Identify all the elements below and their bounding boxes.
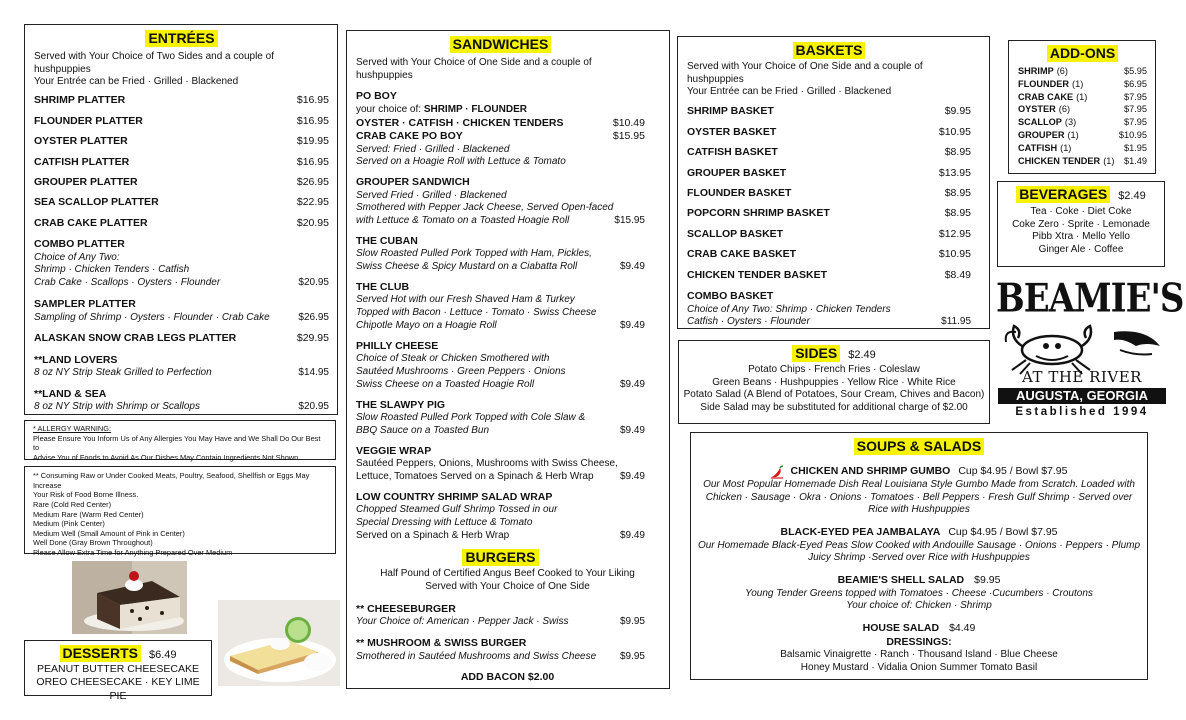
beverages-price: $2.49 [1118,190,1146,202]
entree-price: $16.95 [296,114,329,127]
addon-price: $5.95 [1124,65,1147,76]
poboy-price-1: $10.49 [612,116,645,129]
philly-price: $9.49 [619,378,645,390]
club-desc-1: Served Hot with our Fresh Shaved Ham & Turkey [356,294,575,306]
gumbo-item [697,465,1141,517]
entree-name: SHRIMP PLATTER [34,94,126,107]
entree-sampler-name: SAMPLER PLATTER [34,298,136,311]
sandwiches-intro: Served with Your Choice of One Side and a couple of hushpuppies [356,56,592,81]
slawpy-name: THE SLAWPY PIG [356,398,446,411]
entree-land-lovers-price: $14.95 [298,367,329,379]
basket-combo-desc-1: Choice of Any Two: Shrimp · Chicken Tenders [687,303,891,315]
grouper-desc-2: Smothered with Pepper Jack Cheese, Served Open-faced [356,202,614,214]
poboy-choice-bold: SHRIMP · FLOUNDER [423,103,527,115]
shell-salad-title-line [697,574,1141,587]
sandwiches-header [356,36,645,54]
grouper-desc-1: Served Fried · Grilled · Blackened [356,189,507,201]
entree-land-sea [34,388,329,414]
lowcountry-desc-2: Special Dressing with Lettuce & Tomato [356,516,533,528]
entree-row [34,115,329,128]
entree-alaskan-name: ALASKAN SNOW CRAB LEGS PLATTER [34,332,237,345]
beverages-line-3: Pibb Xtra · Mello Yello [1032,231,1130,243]
logo-city: AUGUSTA, GEORGIA [998,388,1166,404]
poboy-desc-2: Served on a Hoagie Roll with Lettuce & Tomato [356,156,566,168]
cuban-name: THE CUBAN [356,234,418,247]
entree-combo [34,238,329,290]
addon-qty: (6) [1056,65,1068,76]
baskets-intro-1: Served with Your Choice of One Side and a couple of hushpuppies [687,60,923,85]
addon-row [1018,65,1147,78]
mushroom-burger-name: ** MUSHROOM & SWISS BURGER [356,637,527,650]
addon-label [1018,116,1076,129]
poboy-choice [356,104,645,117]
entrees-header [34,30,329,48]
entree-price: $16.95 [296,155,329,168]
poboy-price-2: $15.95 [612,130,645,143]
addons-title: ADD-ONS [1047,45,1118,62]
addons-list [1018,65,1147,168]
basket-row [687,146,971,159]
basket-row [687,269,971,282]
philly-desc-1: Choice of Steak or Chicken Smothered with [356,353,550,365]
entree-combo-desc-3: Crab Cake · Scallops · Oysters · Flounder [34,277,221,289]
sandwiches-section [346,30,670,689]
soups-header [697,438,1141,456]
basket-combo [687,290,971,329]
entree-combo-desc-2: Shrimp · Chicken Tenders · Catfish [34,264,190,276]
addon-name: FLOUNDER [1018,78,1070,89]
shell-salad-item [697,574,1141,613]
beverages-section [997,181,1165,267]
addon-row [1018,142,1147,155]
addon-qty: (1) [1072,78,1084,89]
entree-sampler-price: $26.95 [298,311,329,323]
addon-label [1018,65,1068,78]
jambalaya-item [697,526,1141,565]
sandwich-poboy [356,90,645,169]
consuming-line-8: Please Allow Extra Time for Anything Prepared Over Medium [33,548,233,557]
slawpy-desc-1: Slow Roasted Pulled Pork Topped with Cole Slaw & [356,412,586,424]
consuming-line-6: Medium Well (Small Amount of Pink in Center) [33,528,185,538]
mushroom-burger-price: $9.95 [619,650,645,662]
lowcountry-desc-3: Served on a Spinach & Herb Wrap [356,529,510,541]
entree-sampler-desc: Sampling of Shrimp · Oysters · Flounder · Crab Cake [34,311,270,323]
entree-price: $26.95 [296,175,329,188]
entree-price: $19.95 [296,135,329,148]
veggie-price: $9.49 [619,470,645,482]
sandwich-veggie-wrap [356,445,645,484]
addon-name: SCALLOP [1018,117,1062,128]
poboy-name: PO BOY [356,90,397,103]
gumbo-desc-2: Chicken · Sausage · Okra · Onions · Tomatoes · Bell Peppers · Fresh Gulf Shrimp · Served over [705,491,1133,503]
logo-est: Established 1994 [1015,406,1149,418]
addons-header [1018,45,1147,63]
consuming-line-5: Medium (Pink Center) [33,519,105,529]
addon-label [1018,142,1071,155]
sandwich-slawpy-pig [356,399,645,438]
club-desc-2: Topped with Bacon · Lettuce · Tomato · Swiss Cheese [356,307,597,319]
club-name: THE CLUB [356,280,410,293]
logo-sub: AT THE RIVER [1022,368,1142,386]
shell-salad-price: $9.95 [974,574,1001,587]
basket-name: FLOUNDER BASKET [687,186,792,199]
basket-name: CATFISH BASKET [687,146,778,159]
addon-label [1018,78,1083,91]
cheeseburger-price: $9.95 [619,616,645,628]
basket-name: CRAB CAKE BASKET [687,248,797,261]
gumbo-desc-3: Rice with Hushpuppies [868,504,970,516]
sandwich-low-country [356,491,645,543]
entree-combo-desc-1: Choice of Any Two: [34,251,120,263]
dressings-line-2: Honey Mustard · Vidalia Onion Summer Tomato Basil [800,661,1038,673]
basket-price: $8.95 [944,146,971,159]
sandwiches-title: SANDWICHES [450,36,552,53]
entree-row [34,217,329,230]
allergy-title: * ALLERGY WARNING: [33,424,112,433]
basket-row [687,105,971,118]
entree-price: $16.95 [296,94,329,107]
dressings-title: DRESSINGS: [886,635,952,648]
entrees-list [34,94,329,230]
addon-label [1018,91,1087,104]
cuban-desc-1: Slow Roasted Pulled Pork Topped with Ham, Pickles, [356,248,592,260]
burgers-title: BURGERS [462,549,538,566]
entree-land-sea-price: $20.95 [298,401,329,413]
entree-row [34,156,329,169]
poboy-choice-prefix: your choice of: [356,103,424,115]
allergy-line-2: Advise You of Foods to Avoid As Our Dishes May Contain Ingredients Not Shown. [33,452,301,462]
baskets-intro-2: Your Entrée can be Fried · Grilled · Blackened [687,86,892,98]
consuming-line-7: Well Done (Gray Brown Throughout) [33,538,153,548]
grouper-name: GROUPER SANDWICH [356,176,470,189]
key-lime-pie-photo [218,600,340,686]
entree-name: OYSTER PLATTER [34,135,128,148]
entree-land-lovers-name: **LAND LOVERS [34,353,118,366]
entree-row [34,176,329,189]
desserts-line-2: OREO CHEESECAKE · KEY LIME PIE [36,676,200,702]
entree-row [34,94,329,107]
sides-section [678,340,990,424]
basket-combo-desc-2: Catfish · Oysters · Flounder [687,316,810,328]
desserts-line-1: PEANUT BUTTER CHEESECAKE [36,662,199,675]
logo-name: BEAMIE'S [996,276,1184,322]
addon-label [1018,129,1079,142]
gumbo-name: CHICKEN AND SHRIMP GUMBO [790,465,951,478]
basket-price: $8.95 [944,207,971,220]
addon-row [1018,78,1147,91]
consuming-line-2: Your Risk of Food Borne Illness. [33,490,139,500]
consuming-line-4: Medium Rare (Warm Red Center) [33,509,144,519]
club-price: $9.49 [619,319,645,331]
cheesecake-illustration [72,561,187,634]
sandwich-club [356,281,645,333]
entree-alaskan [34,332,329,345]
entree-land-lovers [34,354,329,380]
sides-title: SIDES [792,345,840,362]
cheesecake-photo [72,561,187,634]
addon-name: CATFISH [1018,143,1058,154]
cheeseburger-name: ** CHEESEBURGER [356,602,456,615]
entrees-intro-2: Your Entrée can be Fried · Grilled · Blackened [34,76,239,88]
entree-name: CATFISH PLATTER [34,155,130,168]
addon-qty: (1) [1060,143,1072,154]
veggie-desc-2: Lettuce, Tomatoes Served on a Spinach & Herb Wrap [356,470,594,482]
gumbo-desc-1: Our Most Popular Homemade Dish Real Louisiana Style Gumbo Made from Scratch. Loaded with [703,478,1135,490]
cuban-desc-2: Swiss Cheese & Spicy Mustard on a Ciabatta Roll [356,261,578,273]
addon-row [1018,116,1147,129]
addon-qty: (6) [1058,104,1071,115]
basket-name: GROUPER BASKET [687,166,787,179]
basket-price: $10.95 [938,125,971,138]
veggie-name: VEGGIE WRAP [356,444,432,457]
addon-qty: (1) [1103,155,1115,166]
basket-name: POPCORN SHRIMP BASKET [687,207,830,220]
sides-header [683,345,985,363]
house-salad-name: HOUSE SALAD [862,622,940,635]
addon-row [1018,129,1147,142]
basket-price: $12.95 [938,227,971,240]
sides-line-4: Side Salad may be substituted for additional charge of $2.00 [700,402,968,414]
sandwich-philly [356,340,645,392]
lowcountry-price: $9.49 [619,529,645,541]
sides-line-1: Potato Chips · French Fries · Coleslaw [748,363,920,375]
basket-price: $10.95 [938,248,971,261]
addon-label [1018,155,1114,168]
basket-row [687,187,971,200]
basket-name: CHICKEN TENDER BASKET [687,268,828,281]
baskets-section [677,36,990,329]
basket-name: SHRIMP BASKET [687,105,774,118]
jambalaya-desc-2: Juicy Shrimp ·Served over Rice with Hushpuppies [808,552,1030,564]
addon-price: $1.95 [1124,143,1147,154]
basket-name: SCALLOP BASKET [687,227,784,240]
basket-combo-name: COMBO BASKET [687,290,774,303]
entree-name: CRAB CAKE PLATTER [34,216,148,229]
beverages-line-4: Ginger Ale · Coffee [1038,244,1124,256]
add-bacon: ADD BACON $2.00 [460,671,555,684]
jambalaya-price: Cup $4.95 / Bowl $7.95 [948,526,1058,539]
gumbo-price: Cup $4.95 / Bowl $7.95 [958,465,1068,478]
addon-name: CHICKEN TENDER [1018,155,1101,166]
philly-name: PHILLY CHEESE [356,339,439,352]
basket-price: $8.49 [944,268,971,281]
gumbo-title-line [697,465,1141,479]
beverages-line-1: Tea · Coke · Diet Coke [1030,205,1132,217]
baskets-title: BASKETS [793,42,866,59]
club-desc-3: Chipotle Mayo on a Hoagie Roll [356,319,497,331]
burger-cheeseburger [356,603,645,629]
basket-price: $8.95 [944,186,971,199]
addon-row [1018,155,1147,168]
basket-name: OYSTER BASKET [687,125,777,138]
beverages-line-2: Coke Zero · Sprite · Lemonade [1012,218,1150,230]
philly-desc-3: Swiss Cheese on a Toasted Hoagie Roll [356,378,535,390]
poboy-crab: CRAB CAKE PO BOY [356,130,463,143]
sandwich-cuban [356,235,645,274]
entree-price: $22.95 [296,196,329,209]
entrees-intro-1: Served with Your Choice of Two Sides and a couple of hushpuppies [34,50,274,75]
veggie-desc-1: Sautéed Peppers, Onions, Mushrooms with Swiss Cheese, [356,458,618,470]
beverages-title: BEVERAGES [1016,186,1110,203]
entree-land-sea-desc: 8 oz NY Strip with Shrimp or Scallops [34,401,200,413]
basket-row [687,126,971,139]
addon-qty: (1) [1076,91,1088,102]
addon-label [1018,103,1070,116]
addon-qty: (3) [1064,117,1077,128]
desserts-title: DESSERTS [60,645,141,662]
entree-land-sea-name: **LAND & SEA [34,387,107,400]
addon-name: GROUPER [1018,130,1065,141]
dressings-line-1: Balsamic Vinaigrette · Ranch · Thousand Island · Blue Cheese [780,649,1058,661]
basket-row [687,167,971,180]
basket-row [687,248,971,261]
desserts-header [29,645,207,663]
baskets-header [687,42,971,60]
house-salad-price: $4.49 [949,622,976,635]
basket-row [687,207,971,220]
lowcountry-desc-1: Chopped Steamed Gulf Shrimp Tossed in our [356,504,558,516]
poboy-line-2: OYSTER · CATFISH · CHICKEN TENDERS [356,116,564,129]
poboy-desc-1: Served: Fried · Grilled · Blackened [356,143,510,155]
lowcountry-name: LOW COUNTRY SHRIMP SALAD WRAP [356,490,553,503]
grouper-price: $15.95 [614,215,645,227]
philly-desc-2: Sautéed Mushrooms · Green Peppers · Onions [356,366,566,378]
entrees-title: ENTRÉES [145,30,217,47]
addon-price: $1.49 [1124,155,1147,166]
soups-title: SOUPS & SALADS [854,438,984,455]
consuming-line-3: Rare (Cold Red Center) [33,499,112,509]
sides-price: $2.49 [848,349,876,361]
basket-row [687,228,971,241]
entree-combo-price: $20.95 [298,277,329,289]
addon-price: $7.95 [1124,104,1147,115]
beverages-header [1002,186,1160,204]
entree-name: SEA SCALLOP PLATTER [34,196,159,209]
addon-price: $6.95 [1124,78,1147,89]
sides-line-3: Potato Salad (A Blend of Potatoes, Sour Cream, Chives and Bacon) [683,389,985,401]
grouper-desc-3: with Lettuce & Tomato on a Toasted Hoagie Roll [356,215,570,227]
beamies-logo [996,276,1184,422]
addon-row [1018,91,1147,104]
entrees-section [24,24,338,415]
chili-pepper-icon [770,465,784,479]
entree-name: GROUPER PLATTER [34,175,138,188]
allergy-warning [24,420,336,460]
addon-qty: (1) [1067,130,1079,141]
addon-price: $10.95 [1118,130,1147,141]
shell-salad-name: BEAMIE'S SHELL SALAD [837,574,965,587]
key-lime-pie-illustration [218,600,340,686]
addons-section [1008,40,1156,174]
addon-name: OYSTER [1018,104,1056,115]
jambalaya-name: BLACK-EYED PEA JAMBALAYA [780,526,941,539]
jambalaya-title-line [697,526,1141,539]
entree-row [34,196,329,209]
burgers-intro-1: Half Pound of Certified Angus Beef Cooked to Your Liking [380,568,635,580]
entree-alaskan-price: $29.95 [296,332,329,345]
cuban-price: $9.49 [619,261,645,273]
jambalaya-desc-1: Our Homemade Black-Eyed Peas Slow Cooked with Andouille Sausage · Onions · Peppers · Plump [697,539,1141,551]
house-salad-item [697,622,1141,674]
sides-line-2: Green Beans · Hushpuppies · Yellow Rice · White Rice [712,376,956,388]
addon-price: $7.95 [1124,117,1147,128]
desserts-price: $6.49 [148,649,177,661]
slawpy-desc-2: BBQ Sauce on a Toasted Bun [356,424,490,436]
addon-row [1018,103,1147,116]
entree-land-lovers-desc: 8 oz NY Strip Steak Grilled to Perfection [34,367,212,379]
burgers-header [356,549,645,567]
mushroom-burger-desc: Smothered in Sautéed Mushrooms and Swiss Cheese [356,650,597,662]
desserts-section [24,640,212,702]
consuming-line-1: ** Consuming Raw or Under Cooked Meats, Poultry, Seafood, Shellfish or Eggs May Increase [33,471,310,490]
basket-price: $9.95 [944,105,971,118]
soups-salads-section [690,432,1148,680]
entree-name: FLOUNDER PLATTER [34,114,143,127]
sandwich-grouper [356,176,645,228]
shell-salad-desc-2: Your choice of: Chicken · Shrimp [846,600,992,612]
burgers-intro-2: Served with Your Choice of One Side [425,581,590,593]
cheeseburger-desc: Your Choice of: American · Pepper Jack · Swiss [356,616,569,628]
shell-salad-desc-1: Young Tender Greens topped with Tomatoes · Cheese ·Cucumbers · Croutons [745,587,1093,599]
slawpy-price: $9.49 [619,424,645,436]
burger-mushroom-swiss [356,637,645,663]
addon-price: $7.95 [1124,91,1147,102]
allergy-line-1: Please Ensure You Inform Us of Any Allergies You May Have and We Shall Do Our Best to [33,433,321,453]
basket-price: $13.95 [938,166,971,179]
basket-combo-price: $11.95 [941,316,971,328]
addon-name: CRAB CAKE [1018,91,1074,102]
consuming-warning [24,466,336,557]
house-salad-title-line [697,622,1141,635]
baskets-list [687,105,971,282]
entree-row [34,135,329,148]
addon-name: SHRIMP [1018,65,1054,76]
entree-sampler [34,298,329,324]
entree-combo-name: COMBO PLATTER [34,238,125,251]
entree-price: $20.95 [296,216,329,229]
